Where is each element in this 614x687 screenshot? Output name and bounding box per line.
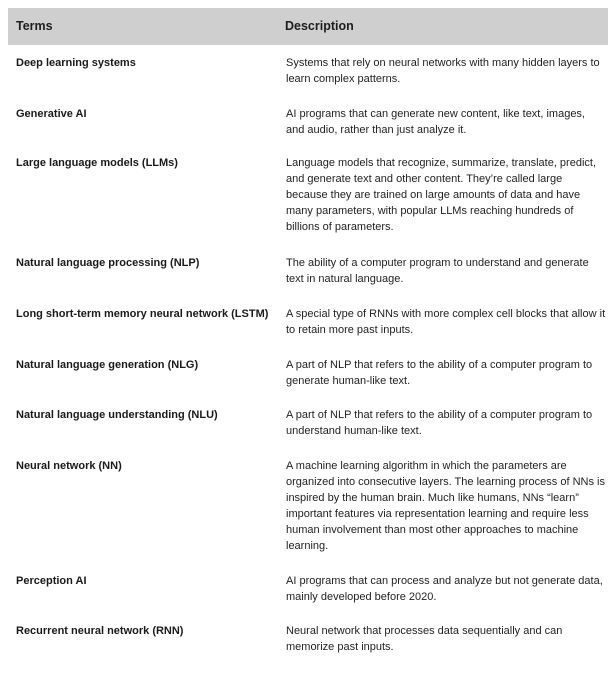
terms-column-header: Terms xyxy=(16,19,53,33)
description-cell: A part of NLP that refers to the ability of a computer program to understand human-like text. xyxy=(286,409,593,437)
term-cell: Natural language generation (NLG) xyxy=(16,359,199,371)
term-cell: Natural language understanding (NLU) xyxy=(16,409,218,421)
term-cell: Long short-term memory neural network (LSTM) xyxy=(16,308,269,320)
description-cell: Language models that recognize, summarize, translate, predict, and generate text and other content. They’re called large because they are trained on large amounts of data and have many parameters, with popular LLMs reaching hundreds of billions of parameters. xyxy=(286,157,596,233)
term-cell: Natural language processing (NLP) xyxy=(16,257,200,269)
description-cell: AI programs that can process and analyze but not generate data, mainly developed before 2020. xyxy=(286,575,603,603)
table-header xyxy=(8,8,608,45)
term-cell: Perception AI xyxy=(16,575,87,587)
description-cell: Systems that rely on neural networks with many hidden layers to learn complex patterns. xyxy=(286,57,600,85)
term-cell: Generative AI xyxy=(16,108,87,120)
description-cell: Neural network that processes data sequentially and can memorize past inputs. xyxy=(286,625,563,653)
term-cell: Deep learning systems xyxy=(16,57,136,69)
description-column-header: Description xyxy=(285,19,354,33)
description-cell: The ability of a computer program to understand and generate text in natural language. xyxy=(286,257,589,285)
description-cell: A part of NLP that refers to the ability of a computer program to generate human-like text. xyxy=(286,359,593,387)
description-cell: AI programs that can generate new content, like text, images, and audio, rather than just analyze it. xyxy=(286,108,585,136)
term-cell: Neural network (NN) xyxy=(16,460,122,472)
description-cell: A special type of RNNs with more complex cell blocks that allow it to retain more past inputs. xyxy=(286,308,606,336)
term-cell: Recurrent neural network (RNN) xyxy=(16,625,184,637)
term-cell: Large language models (LLMs) xyxy=(16,157,178,169)
description-cell: A machine learning algorithm in which the parameters are organized into consecutive layers. The learning process of NNs is inspired by the human brain. Much like humans, NNs “learn” important features via representation learning and require less human involvement than most other approaches to machine learning. xyxy=(286,460,605,552)
